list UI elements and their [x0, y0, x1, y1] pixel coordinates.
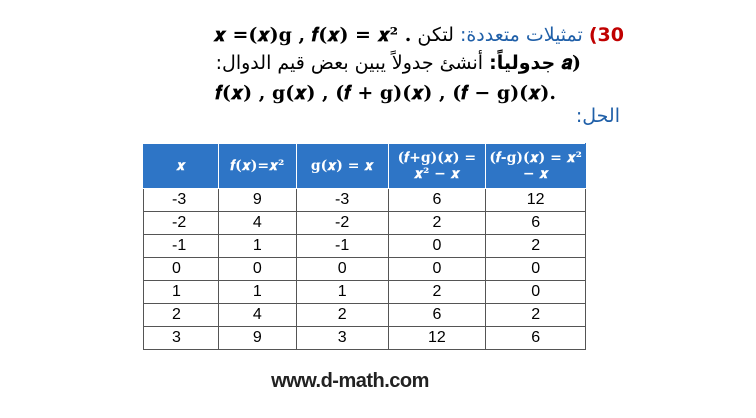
part-a-line: [216, 52, 581, 74]
table-row: [144, 212, 586, 235]
table-cell: 1: [144, 281, 219, 304]
table-cell: 9: [218, 189, 296, 212]
solution-line: [576, 105, 620, 127]
table-cell: 6: [388, 304, 486, 327]
table-cell: -2: [144, 212, 219, 235]
table-header-row: [144, 144, 586, 189]
function-list-line: [215, 82, 556, 104]
table-row: [144, 258, 586, 281]
header-f-plus-g: (𝒇+g)(𝒙) = 𝒙² − 𝒙: [388, 144, 486, 189]
problem-statement-line: [214, 24, 624, 46]
part-text: أنشئ جدولاً يبين بعض قيم الدوال:: [215, 52, 484, 74]
table-cell: 9: [218, 327, 296, 350]
header-g: g(𝒙) = 𝒙: [296, 144, 388, 189]
table-cell: -3: [144, 189, 219, 212]
table-cell: 0: [486, 281, 586, 304]
header-f-minus-g: (𝒇-g)(𝒙) = 𝒙² − 𝒙: [486, 144, 586, 189]
table-row: [144, 235, 586, 258]
table-cell: 0: [296, 258, 388, 281]
table-cell: 0: [388, 258, 486, 281]
header-f: 𝒇(𝒙)=𝒙²: [218, 144, 296, 189]
problem-topic: تمثيلات متعددة:: [459, 24, 583, 46]
values-table: [143, 143, 586, 350]
table-cell: 2: [486, 304, 586, 327]
table-cell: 0: [486, 258, 586, 281]
problem-number: 30): [588, 24, 624, 46]
table-cell: 1: [218, 281, 296, 304]
table-cell: 4: [218, 212, 296, 235]
table-row: [144, 281, 586, 304]
table-row: [144, 327, 586, 350]
table-cell: -2: [296, 212, 388, 235]
table-cell: 3: [296, 327, 388, 350]
statement-text: لتكن: [417, 24, 454, 46]
table-cell: 1: [296, 281, 388, 304]
function-list: 𝒇(𝒙) , g(𝒙) , (𝒇 + g)(𝒙) , (𝒇 − g)(𝒙).: [215, 82, 556, 104]
table-cell: -1: [144, 235, 219, 258]
website-footer: www.d-math.com: [271, 370, 429, 392]
table-row: [144, 189, 586, 212]
table-cell: 2: [486, 235, 586, 258]
table-cell: 0: [218, 258, 296, 281]
table-cell: 6: [486, 212, 586, 235]
table-cell: 2: [388, 212, 486, 235]
table-cell: 12: [486, 189, 586, 212]
table-cell: -3: [296, 189, 388, 212]
table-cell: 2: [388, 281, 486, 304]
function-definitions: 𝒙 =(𝒙)g , 𝒇(𝒙) = 𝒙² .: [213, 24, 412, 46]
table-cell: 4: [218, 304, 296, 327]
part-label: 𝒂): [561, 52, 581, 74]
table-cell: 2: [296, 304, 388, 327]
table-cell: 6: [388, 189, 486, 212]
table-cell: 12: [388, 327, 486, 350]
table-cell: 2: [144, 304, 219, 327]
part-title: جدولياً:: [489, 52, 556, 74]
header-x: 𝒙: [144, 144, 219, 189]
table-cell: 3: [144, 327, 219, 350]
table-cell: 1: [218, 235, 296, 258]
solution-label: الحل:: [575, 105, 620, 127]
table-cell: -1: [296, 235, 388, 258]
table-cell: 0: [144, 258, 219, 281]
table-cell: 6: [486, 327, 586, 350]
table-row: [144, 304, 586, 327]
table-cell: 0: [388, 235, 486, 258]
